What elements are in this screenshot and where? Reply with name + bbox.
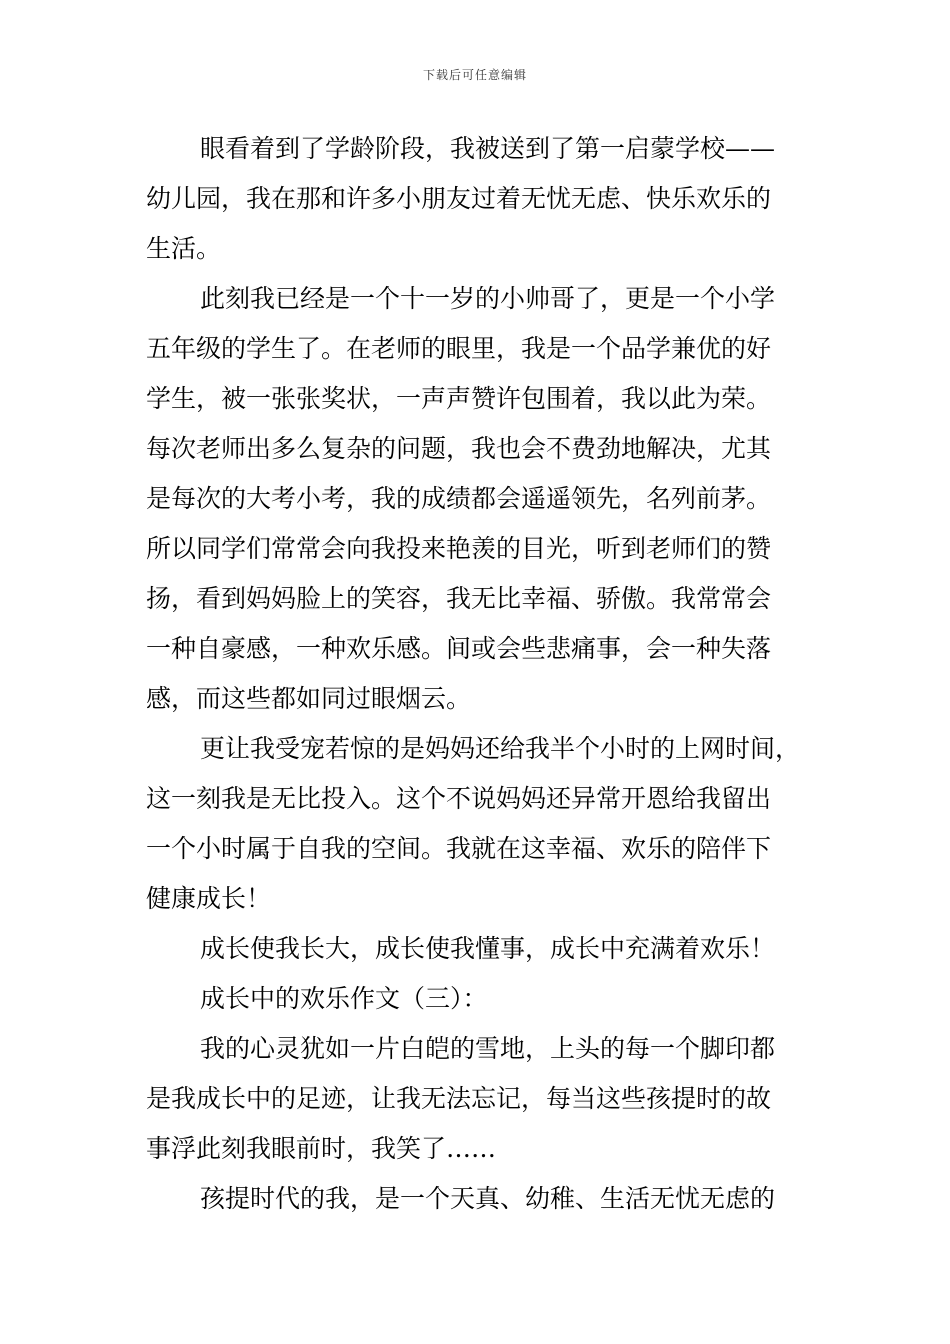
- text-line: 此刻我已经是一个十一岁的小帅哥了，更是一个小学: [200, 284, 776, 313]
- paragraph: [146, 724, 816, 924]
- text-line: 感，而这些都如同过眼烟云。: [146, 684, 472, 713]
- text-line: 我的心灵犹如一片白皑的雪地，上头的每一个脚印都: [200, 1034, 776, 1063]
- document-body: [146, 124, 816, 1224]
- paragraph: [146, 274, 816, 724]
- text-line: 事浮此刻我眼前时，我笑了……: [146, 1134, 497, 1163]
- text-line: 幼儿园，我在那和许多小朋友过着无忧无虑、快乐欢乐的: [146, 184, 772, 213]
- text-line: 是每次的大考小考，我的成绩都会遥遥领先，名列前茅。: [146, 484, 772, 513]
- text-line: 眼看着到了学龄阶段，我被送到了第一启蒙学校——: [200, 134, 776, 163]
- text-line: 一种自豪感，一种欢乐感。间或会些悲痛事，会一种失落: [146, 634, 772, 663]
- text-line: 是我成长中的足迹，让我无法忘记，每当这些孩提时的故: [146, 1084, 772, 1113]
- text-line: 孩提时代的我，是一个天真、幼稚、生活无忧无虑的: [200, 1184, 776, 1213]
- text-line: 成长中的欢乐作文（三）：: [200, 984, 488, 1013]
- paragraph: [146, 124, 816, 274]
- text-line: 学生，被一张张奖状，一声声赞许包围着，我以此为荣。: [146, 384, 772, 413]
- text-line: 更让我受宠若惊的是妈妈还给我半个小时的上网时间，: [200, 734, 801, 763]
- paragraph: [146, 1024, 816, 1174]
- essay-heading: [146, 974, 816, 1024]
- paragraph: [146, 924, 816, 974]
- text-line: 一个小时属于自我的空间。我就在这幸福、欢乐的陪伴下: [146, 834, 772, 863]
- text-line: 生活。: [146, 234, 222, 263]
- header-note: 下载后可任意编辑: [422, 68, 527, 82]
- text-line: 扬，看到妈妈脸上的笑容，我无比幸福、骄傲。我常常会: [146, 584, 772, 613]
- text-line: 健康成长！: [146, 884, 272, 913]
- text-line: 成长使我长大，成长使我懂事，成长中充满着欢乐！: [200, 934, 776, 963]
- text-line: 五年级的学生了。在老师的眼里，我是一个品学兼优的好: [146, 334, 772, 363]
- paragraph: [146, 1174, 816, 1224]
- text-line: 每次老师出多么复杂的问题，我也会不费劲地解决，尤其: [146, 434, 772, 463]
- text-line: 这一刻我是无比投入。这个不说妈妈还异常开恩给我留出: [146, 784, 772, 813]
- text-line: 所以同学们常常会向我投来艳羡的目光，听到老师们的赞: [146, 534, 772, 563]
